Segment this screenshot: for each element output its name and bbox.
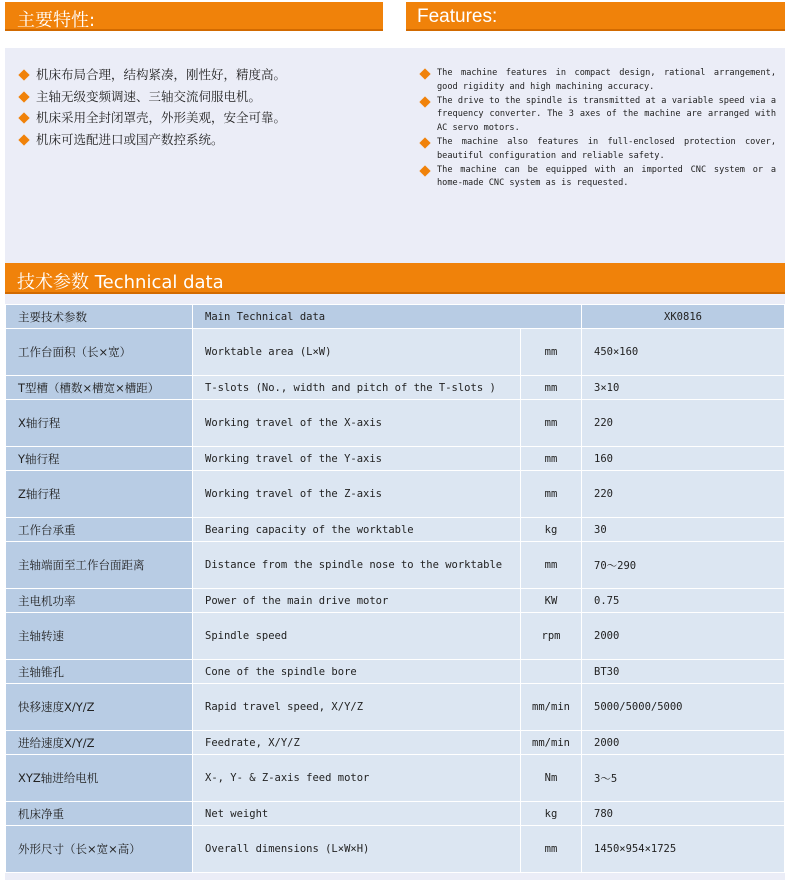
table-row bbox=[6, 400, 785, 447]
param-name-cn: X轴行程 bbox=[6, 400, 193, 447]
table-row bbox=[6, 518, 785, 542]
param-value: 2000 bbox=[582, 731, 785, 755]
list-item: 主轴无级变频调速、三轴交流伺服电机。 bbox=[18, 86, 378, 108]
bullet-diamond-icon bbox=[18, 69, 29, 80]
param-name-cn: 主轴转速 bbox=[6, 613, 193, 660]
bullet-diamond-icon bbox=[18, 91, 29, 102]
param-name-en: Working travel of the Y-axis bbox=[193, 447, 521, 471]
param-value: 220 bbox=[582, 400, 785, 447]
features-cn-header bbox=[5, 2, 383, 31]
tech-data-title: 技术参数 Technical data bbox=[17, 272, 224, 293]
param-name-en: Distance from the spindle nose to the worktable bbox=[193, 542, 521, 589]
table-row bbox=[6, 660, 785, 684]
param-name-cn: 主电机功率 bbox=[6, 589, 193, 613]
param-value: 780 bbox=[582, 802, 785, 826]
param-name-en: Worktable area (L×W) bbox=[193, 329, 521, 376]
param-unit: rpm bbox=[521, 613, 582, 660]
param-value: 1450×954×1725 bbox=[582, 826, 785, 873]
param-unit: mm bbox=[521, 376, 582, 400]
tech-spec-table bbox=[5, 304, 785, 873]
param-value: 70～290 bbox=[582, 542, 785, 589]
param-name-en: Working travel of the X-axis bbox=[193, 400, 521, 447]
table-row bbox=[6, 802, 785, 826]
param-unit: kg bbox=[521, 518, 582, 542]
param-value: 3～5 bbox=[582, 755, 785, 802]
param-name-cn: 主轴端面至工作台面距离 bbox=[6, 542, 193, 589]
param-name-cn: 进给速度X/Y/Z bbox=[6, 731, 193, 755]
table-row bbox=[6, 447, 785, 471]
param-unit: mm bbox=[521, 447, 582, 471]
bullet-diamond-icon bbox=[419, 137, 430, 148]
param-unit: mm bbox=[521, 329, 582, 376]
list-item: 机床采用全封闭罩壳，外形美观，安全可靠。 bbox=[18, 107, 378, 129]
param-value: 160 bbox=[582, 447, 785, 471]
param-name-cn: XYZ轴进给电机 bbox=[6, 755, 193, 802]
param-name-en: Power of the main drive motor bbox=[193, 589, 521, 613]
param-name-en: Spindle speed bbox=[193, 613, 521, 660]
param-name-cn: Y轴行程 bbox=[6, 447, 193, 471]
features-cn-title: 主要特性: bbox=[17, 10, 96, 31]
param-unit: mm bbox=[521, 542, 582, 589]
param-unit: mm/min bbox=[521, 684, 582, 731]
param-value: 30 bbox=[582, 518, 785, 542]
param-value: 220 bbox=[582, 471, 785, 518]
list-item: The drive to the spindle is transmitted at a variable speed via a frequency converter. The 3 axes of the machine are arranged with AC servo motors. bbox=[419, 95, 776, 136]
header-model: XK0816 bbox=[582, 305, 785, 329]
param-name-cn: Z轴行程 bbox=[6, 471, 193, 518]
param-name-en: T-slots (No., width and pitch of the T-slots ) bbox=[193, 376, 521, 400]
tech-data-header bbox=[5, 263, 785, 294]
bullet-diamond-icon bbox=[18, 113, 29, 124]
param-unit: kg bbox=[521, 802, 582, 826]
table-row bbox=[6, 589, 785, 613]
param-name-cn: 主轴锥孔 bbox=[6, 660, 193, 684]
param-unit bbox=[521, 660, 582, 684]
list-item: The machine can be equipped with an imported CNC system or a home-made CNC system as is requested. bbox=[419, 164, 776, 192]
param-unit: Nm bbox=[521, 755, 582, 802]
features-cn-list bbox=[18, 64, 378, 151]
features-en-header bbox=[406, 2, 785, 31]
header-en: Main Technical data bbox=[193, 305, 582, 329]
table-header-row bbox=[6, 305, 785, 329]
table-row bbox=[6, 613, 785, 660]
param-unit: mm bbox=[521, 471, 582, 518]
param-name-cn: 机床净重 bbox=[6, 802, 193, 826]
table-row bbox=[6, 684, 785, 731]
param-name-en: Overall dimensions (L×W×H) bbox=[193, 826, 521, 873]
table-row bbox=[6, 826, 785, 873]
bullet-diamond-icon bbox=[419, 96, 430, 107]
param-unit: mm/min bbox=[521, 731, 582, 755]
param-name-cn: 快移速度X/Y/Z bbox=[6, 684, 193, 731]
features-en-list bbox=[419, 67, 776, 191]
param-name-cn: 外形尺寸（长×宽×高） bbox=[6, 826, 193, 873]
param-name-en: X-, Y- & Z-axis feed motor bbox=[193, 755, 521, 802]
param-value: 450×160 bbox=[582, 329, 785, 376]
param-value: 3×10 bbox=[582, 376, 785, 400]
param-unit: KW bbox=[521, 589, 582, 613]
features-en-title: Features: bbox=[417, 6, 498, 27]
table-row bbox=[6, 471, 785, 518]
param-value: 5000/5000/5000 bbox=[582, 684, 785, 731]
param-name-en: Net weight bbox=[193, 802, 521, 826]
table-row bbox=[6, 542, 785, 589]
param-name-en: Cone of the spindle bore bbox=[193, 660, 521, 684]
param-unit: mm bbox=[521, 400, 582, 447]
param-unit: mm bbox=[521, 826, 582, 873]
bullet-diamond-icon bbox=[419, 68, 430, 79]
list-item: 机床可选配进口或国产数控系统。 bbox=[18, 129, 378, 151]
param-name-en: Feedrate, X/Y/Z bbox=[193, 731, 521, 755]
table-row bbox=[6, 376, 785, 400]
param-name-cn: 工作台面积（长×宽） bbox=[6, 329, 193, 376]
param-value: 0.75 bbox=[582, 589, 785, 613]
param-name-en: Bearing capacity of the worktable bbox=[193, 518, 521, 542]
param-name-cn: T型槽（槽数×槽宽×槽距） bbox=[6, 376, 193, 400]
param-name-en: Rapid travel speed, X/Y/Z bbox=[193, 684, 521, 731]
bullet-diamond-icon bbox=[419, 165, 430, 176]
param-value: 2000 bbox=[582, 613, 785, 660]
table-row bbox=[6, 731, 785, 755]
param-name-en: Working travel of the Z-axis bbox=[193, 471, 521, 518]
list-item: The machine also features in full-enclosed protection cover, beautiful configuration and reliable safety. bbox=[419, 136, 776, 164]
bullet-diamond-icon bbox=[18, 134, 29, 145]
list-item: 机床布局合理，结构紧凑，刚性好，精度高。 bbox=[18, 64, 378, 86]
table-row bbox=[6, 329, 785, 376]
param-value: BT30 bbox=[582, 660, 785, 684]
param-name-cn: 工作台承重 bbox=[6, 518, 193, 542]
list-item: The machine features in compact design, rational arrangement, good rigidity and high machining accuracy. bbox=[419, 67, 776, 95]
table-row bbox=[6, 755, 785, 802]
header-cn: 主要技术参数 bbox=[6, 305, 193, 329]
